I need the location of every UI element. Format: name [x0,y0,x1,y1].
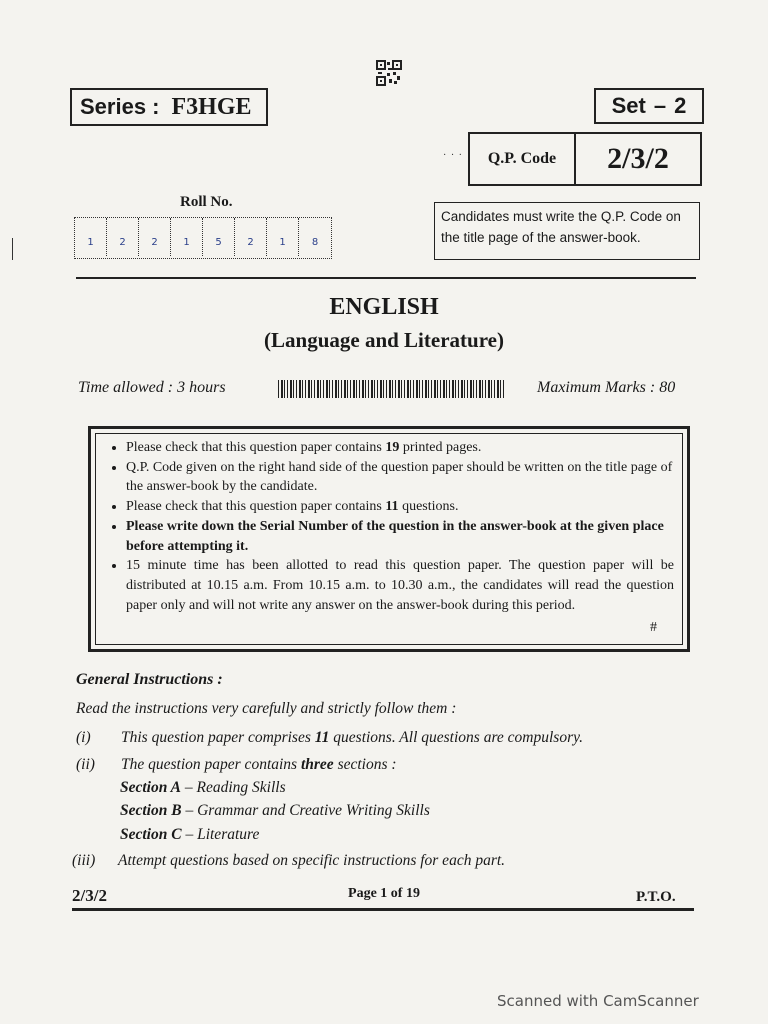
page-number: Page 1 of 19 [348,886,420,901]
instruction-ii-post: sections : [333,756,397,773]
roll-no-cell: 2 [139,218,171,256]
check-item-text-end: questions. [398,499,459,515]
section-b-name: Section B [120,802,182,819]
instruction-iii-text: Attempt questions based on specific instructions for each part. [118,852,506,869]
section-a-desc: – Reading Skills [181,779,286,796]
dots-mark: · · · [443,150,463,161]
set-box [594,88,704,124]
series-label: Series : [80,94,160,119]
maximum-marks: Maximum Marks : 80 [537,379,676,396]
check-item-bold: 19 [385,440,400,455]
time-allowed: Time allowed : 3 hours [78,379,226,396]
check-item [126,556,674,615]
roll-no-cell: 1 [171,218,203,256]
instruction-iii-number: (iii) [72,852,96,869]
check-box [95,433,683,645]
header-divider [76,277,696,279]
candidates-note: Candidates must write the Q.P. Code on the title page of the answer-book. [434,202,700,260]
roll-no-label: Roll No. [180,194,233,210]
page-subtitle: (Language and Literature) [264,328,504,352]
instruction-i-post: questions. All questions are compulsory. [329,729,583,746]
roll-no-cell: 1 [267,218,299,256]
barcode-icon [278,380,504,398]
instruction-ii-number: (ii) [76,756,95,773]
instruction-ii-pre: The question paper contains [121,756,301,773]
check-item-bold: Please write down the Serial Number of the question in the answer-book at the given place before attempting it. [126,518,664,554]
qr-code-icon [376,60,402,86]
roll-no-cell: 2 [107,218,139,256]
pto-label: P.T.O. [636,889,676,905]
qp-code-label: Q.P. Code [470,134,576,184]
check-item [126,517,674,556]
roll-no-cell: 1 [75,218,107,256]
instruction-i-pre: This question paper comprises [121,729,315,746]
check-item-text: Please check that this question paper contains [126,440,386,455]
footer-divider [72,908,694,911]
set-separator: – [653,93,667,118]
check-item-bold: 11 [385,499,399,515]
series-code: F3HGE [171,93,252,120]
section-b [120,802,430,820]
general-instructions-title: General Instructions : [76,671,223,688]
roll-no-cell: 2 [235,218,267,256]
set-label: Set [611,93,646,118]
scanner-watermark: Scanned with CamScanner [497,992,699,1010]
series-box [70,88,268,126]
check-item [126,458,674,497]
instruction-ii-text [121,756,397,774]
check-item [126,438,674,458]
instruction-i-number: (i) [76,729,91,746]
roll-no-cell: 5 [203,218,235,256]
section-c [120,826,259,844]
section-b-desc: – Grammar and Creative Writing Skills [181,802,430,819]
page-title: ENGLISH [329,294,439,320]
instruction-i-text [121,729,583,747]
check-item-text: Q.P. Code given on the right hand side of the question paper should be written on the title page of the answer-book by the candidate. [126,459,673,495]
footer-code: 2/3/2 [72,886,107,905]
general-instructions-intro: Read the instructions very carefully and strictly follow them : [76,700,457,717]
check-item-text-end: printed pages. [399,440,482,455]
section-c-desc: – Literature [181,826,260,843]
check-item-text: Please check that this question paper contains [126,499,386,515]
section-c-name: Section C [120,826,182,843]
roll-no-cell: 8 [311,236,319,248]
set-value: 2 [674,93,687,118]
instruction-ii-bold: three [300,756,334,773]
check-list [106,438,674,615]
qp-code-box [468,132,702,186]
roll-no-grid [74,217,332,259]
hash-mark: # [650,620,657,635]
section-a [120,779,286,797]
check-item [126,497,674,517]
check-item-text: 15 minute time has been allotted to read this question paper. The question paper will be distributed at 10.15 a.m. From 10.15 a.m. to 10.30 a.m., the candidates will read the question paper only and will not write any answer on the answer-book during this period. [126,558,674,613]
section-a-name: Section A [120,779,182,796]
qp-code-value: 2/3/2 [607,142,669,175]
scan-edge-mark [12,238,13,260]
instruction-i-bold: 11 [314,729,330,746]
